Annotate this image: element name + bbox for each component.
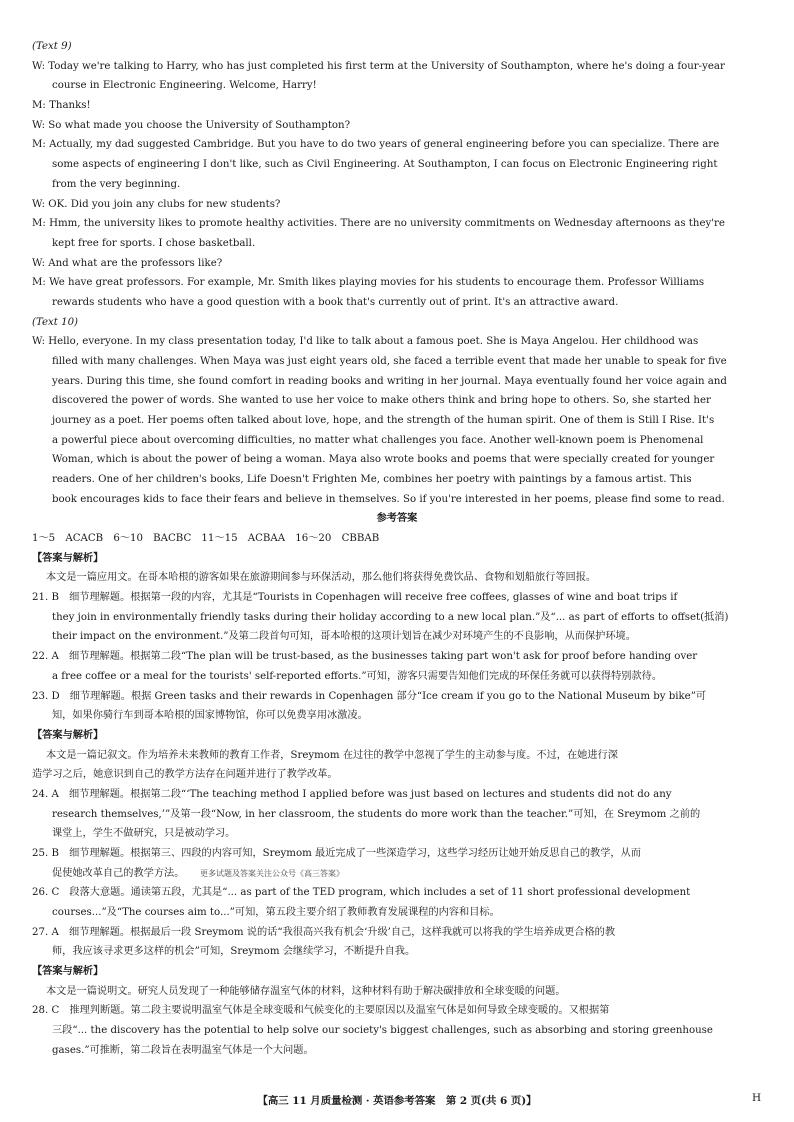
explanation-line: 26. C 段落大意题。通读第五段，尤其是“... as part of the TED program, which includes a set of 11 short professional development bbox=[32, 887, 691, 898]
section-heading: 【答案与解析】 bbox=[32, 729, 104, 741]
explanation-line: a free coffee or a meal for the tourists' self-reported efforts.”可知，游客只需要告知他们完成的环保任务就可以获得特别款待。 bbox=[52, 671, 663, 682]
monologue-line: Woman, which is about the power of being a woman. Maya also wrote books and poems that were specially created for younger bbox=[52, 454, 715, 465]
explanation-line: 知，如果你骑行车到哥本哈根的国家博物馆，你可以免费享用冰激凌。 bbox=[52, 710, 368, 721]
page-footer: 【高三 11 月质量检测 · 英语参考答案 第 2 页(共 6 页)】 bbox=[257, 1095, 537, 1107]
explanation-line: 22. A 细节理解题。根据第二段“The plan will be trust-based, as the businesses taking part won't ask for proof before handing over bbox=[32, 651, 698, 662]
monologue-line: journey as a poet. Her poems often talked about love, hope, and the strength of the human spirit. One of them is Still I Rise. It's bbox=[52, 415, 715, 426]
explanation-line: 课堂上，学生不做研究，只是被动学习。 bbox=[52, 828, 236, 839]
monologue-line: readers. One of her children's books, Life Doesn't Frighten Me, combines her poetry with paintings by a famous artist. This bbox=[52, 474, 692, 485]
monologue-line: book encourages kids to face their fears and believe in themselves. So if you're interested in her poems, please find some to read. bbox=[52, 494, 725, 505]
monologue-line: years. During this time, she found comfort in reading books and writing in her journal. Maya eventually found her voice again and bbox=[52, 376, 727, 387]
explanation-line: 师，我应该寻求更多这样的机会”可知，Sreymom 会继续学习，不断提升自我。 bbox=[52, 946, 416, 957]
dialogue-line: W: OK. Did you join any clubs for new students? bbox=[32, 199, 281, 210]
paper-code: H bbox=[752, 1092, 762, 1104]
text10-heading: (Text 10) bbox=[32, 317, 79, 328]
dialogue-line: W: Today we're talking to Harry, who has just completed his first term at the University of Southampton, where he's doing a four-year bbox=[32, 61, 725, 72]
explanation-line: their impact on the environment.”及第二段首句可知，哥本哈根的这项计划旨在减少对环境产生的不良影响，从而保护环境。 bbox=[52, 631, 636, 642]
dialogue-line: some aspects of engineering I don't like, such as Civil Engineering. At Southampton, I can focus on Electronic Engineering right bbox=[52, 159, 718, 170]
explanation-line: 24. A 细节理解题。根据第二段“‘The teaching method I applied before was just based on lectures and students did not do any bbox=[32, 789, 672, 800]
text9-heading: (Text 9) bbox=[32, 41, 72, 52]
answer-list: 1～5 ACACB 6～10 BACBC 11～15 ACBAA 16～20 CBBAB bbox=[32, 533, 380, 544]
explanation-line: research themselves,’”及第一段“Now, in her classroom, the students do more work than the teacher.”可知，在 Sreymom 之前的 bbox=[52, 809, 701, 820]
section-heading: 【答案与解析】 bbox=[32, 965, 104, 977]
explanation-line: gases.”可推断，第二段旨在表明温室气体是一个大问题。 bbox=[52, 1045, 314, 1056]
explanation-line: 本文是一篇应用文。在哥本哈根的游客如果在旅游期间参与环保活动，那么他们将获得免费饮品、食物和划船旅行等回报。 bbox=[46, 572, 597, 583]
dialogue-line: M: Thanks! bbox=[32, 100, 91, 111]
explanation-line: 三段“... the discovery has the potential to help solve our society's biggest challenges, such as absorbing and storing greenhouse bbox=[52, 1025, 713, 1036]
monologue-line: W: Hello, everyone. In my class presentation today, I'd like to talk about a famous poet. She is Maya Angelou. Her childhood was bbox=[32, 336, 699, 347]
dialogue-line: W: So what made you choose the University of Southampton? bbox=[32, 120, 351, 131]
dialogue-line: kept free for sports. I chose basketball. bbox=[52, 238, 256, 249]
dialogue-line: W: And what are the professors like? bbox=[32, 258, 223, 269]
explanation-line: 21. B 细节理解题。根据第一段的内容，尤其是“Tourists in Copenhagen will receive free coffees, glasses of wine and boat trips if bbox=[32, 592, 678, 603]
monologue-line: a powerful piece about overcoming difficulties, no matter what challenges you face. Another well-known poem is Phenomenal bbox=[52, 435, 704, 446]
dialogue-line: M: We have great professors. For example, Mr. Smith likes playing movies for his students to encourage them. Professor Williams bbox=[32, 277, 705, 288]
dialogue-line: M: Actually, my dad suggested Cambridge. But you have to do two years of general engineering before you can specialize. There are bbox=[32, 139, 720, 150]
explanation-line: 本文是一篇说明文。研究人员发现了一种能够储存温室气体的材料，这种材料有助于解决碳排放和全球变暖的问题。 bbox=[46, 986, 566, 997]
dialogue-line: from the very beginning. bbox=[52, 179, 181, 190]
watermark-note: 更多试题及答案关注公众号《高三答案》 bbox=[200, 869, 344, 878]
explanation-line: they join in environmentally friendly tasks during their holiday according to a new local plan.”及“... as part of efforts to offset(抵消) bbox=[52, 612, 729, 623]
explanation-line: 23. D 细节理解题。根据 Green tasks and their rewards in Copenhagen 部分“Ice cream if you go to the National Museum by bike”可 bbox=[32, 691, 707, 702]
dialogue-line: rewards students who have a good question with a book that's currently out of print. It's an attractive award. bbox=[52, 297, 619, 308]
explanation-line: 本文是一篇记叙文。作为培养未来教师的教育工作者，Sreymom 在过往的教学中忽视了学生的主动参与度。不过，在她进行深 bbox=[46, 750, 618, 761]
explanation-line: 促使她改革自己的教学方法。 bbox=[52, 868, 185, 879]
explanation-line: 25. B 细节理解题。根据第三、四段的内容可知，Sreymom 最近完成了一些深造学习，这些学习经历让她开始反思自己的教学，从而 bbox=[32, 848, 641, 859]
dialogue-line: course in Electronic Engineering. Welcome, Harry! bbox=[52, 80, 317, 91]
explanation-line: courses...”及“The courses aim to...”可知，第五段主要介绍了教师教育发展课程的内容和目标。 bbox=[52, 907, 500, 918]
dialogue-line: M: Hmm, the university likes to promote healthy activities. There are no university commitments on Wednesday afternoons as they're bbox=[32, 218, 725, 229]
answer-key-title: 参考答案 bbox=[376, 512, 418, 524]
monologue-line: discovered the power of words. She wanted to use her voice to make others think and bring hope to others. So, she started her bbox=[52, 395, 711, 406]
section-heading: 【答案与解析】 bbox=[32, 552, 104, 564]
monologue-line: filled with many challenges. When Maya was just eight years old, she faced a terrible event that made her unable to speak for five bbox=[52, 356, 727, 367]
explanation-line: 造学习之后，她意识到自己的教学方法存在问题并进行了教学改革。 bbox=[32, 769, 338, 780]
explanation-line: 27. A 细节理解题。根据最后一段 Sreymom 说的话“我很高兴我有机会‘升级’自己，这样我就可以将我的学生培养成更合格的教 bbox=[32, 927, 616, 938]
explanation-line: 28. C 推理判断题。第二段主要说明温室气体是全球变暖和气候变化的主要原因以及温室气体是如何导致全球变暖的。又根据第 bbox=[32, 1005, 610, 1016]
